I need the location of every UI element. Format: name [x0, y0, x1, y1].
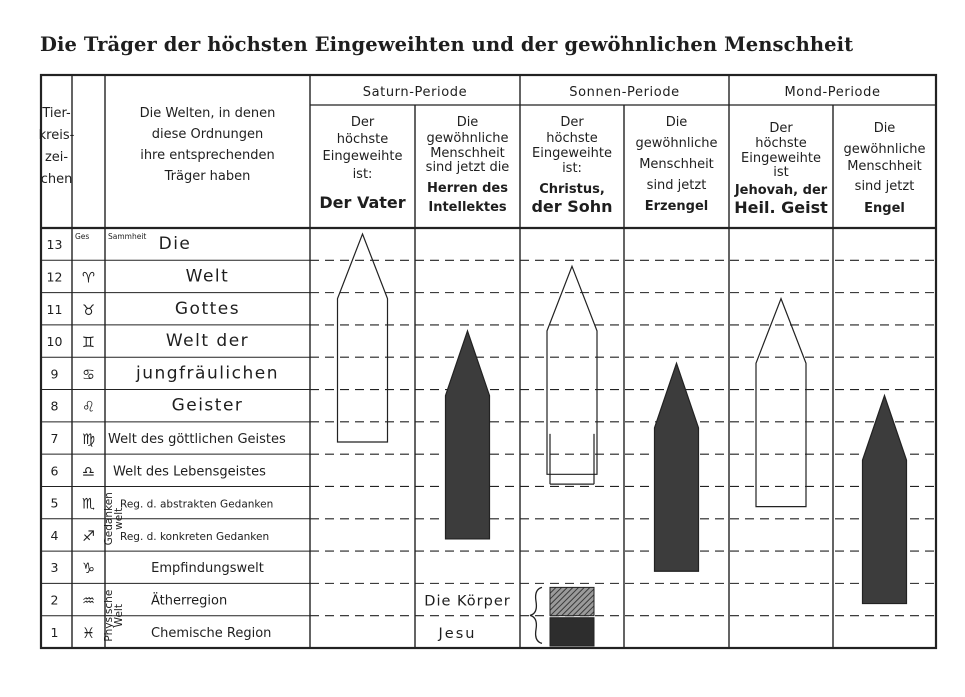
etheric-body-hatched — [550, 587, 594, 615]
header-cell-text: Eingeweihte — [322, 149, 403, 164]
row-number: 3 — [50, 560, 59, 576]
zodiac-sign-icon: ♍ — [82, 432, 95, 448]
header-cell-text: Menschheit — [430, 146, 505, 161]
row-number: 9 — [50, 366, 59, 382]
world-label: Empfindungswelt — [151, 561, 264, 577]
header-cell-text: gewöhnliche — [426, 131, 509, 146]
zodiac-sign-icon: ♋ — [82, 367, 95, 384]
header-cell-text: sind jetzt — [854, 179, 915, 194]
zodiac-sign-icon: ♐ — [82, 528, 95, 545]
world-label: Geister — [171, 395, 244, 416]
header-cell-text: Menschheit — [639, 157, 714, 172]
header-cell-text: Jehovah, der — [734, 183, 828, 198]
header-cell-text: Der — [560, 115, 584, 130]
row13-small-left: Ges — [75, 232, 90, 241]
row-number: 7 — [50, 431, 59, 446]
initiate-arrow-outline — [547, 266, 597, 474]
world-label: Reg. d. abstrakten Gedanken — [120, 498, 274, 511]
row-number: 12 — [46, 269, 63, 285]
group-label: Gedanken — [103, 492, 115, 546]
koerper-label: Jesu — [438, 625, 477, 642]
world-label: Welt der — [165, 331, 250, 352]
header-cell-text: Eingeweihte — [532, 146, 612, 161]
header-cell-text: Die — [873, 121, 896, 136]
header-cell-text: höchste — [546, 131, 598, 146]
header-cell-text: gewöhnliche — [843, 142, 926, 157]
header-cell-text: Christus, — [539, 182, 605, 197]
world-label: Chemische Region — [151, 625, 272, 641]
header-cell-text: höchste — [755, 136, 807, 151]
zodiac-sign-icon: ♎ — [82, 464, 95, 481]
header-cell-text: Die — [456, 115, 479, 130]
initiate-arrow-outline — [756, 299, 806, 507]
world-label: jungfräulichen — [135, 363, 280, 384]
group-label: Physische — [103, 589, 115, 642]
world-label: Reg. d. konkreten Gedanken — [120, 530, 270, 543]
world-label: Welt des göttlichen Geistes — [108, 432, 286, 447]
period-title: Mond-Periode — [784, 85, 881, 100]
header-cell-text: sind jetzt — [646, 178, 707, 193]
header-cell-text: ist: — [352, 167, 373, 182]
row-number: 1 — [50, 624, 59, 640]
world-label: Ätherregion — [151, 593, 228, 609]
period-title: Saturn-Periode — [362, 85, 468, 100]
header-cell-text: gewöhnliche — [635, 136, 718, 151]
humanity-arrow-filled — [655, 363, 699, 571]
zodiac-sign-icon: ♑ — [82, 561, 95, 578]
world-label: Die — [158, 234, 192, 255]
row-number: 6 — [50, 463, 59, 479]
row-number: 4 — [50, 527, 59, 543]
world-label: Welt des Lebensgeistes — [113, 464, 266, 480]
group-label: welt — [113, 507, 125, 530]
header-worlds-label: diese Ordnungen — [151, 127, 264, 142]
diagram-title: Die Träger der höchsten Eingeweihten und der gewöhnlichen Menschheit — [40, 33, 854, 56]
header-cell-text: Erzengel — [644, 199, 709, 214]
header-worlds-label: Träger haben — [164, 169, 251, 184]
header-cell-text: der Sohn — [531, 197, 613, 216]
header-cell-text: Intellektes — [428, 200, 507, 215]
zodiac-sign-icon: ♈ — [82, 270, 95, 287]
header-zodiac-label: Tier- — [42, 106, 71, 121]
header-cell-text: ist: — [562, 161, 582, 176]
row-number: 11 — [46, 301, 63, 317]
header-cell-text: Der — [769, 121, 793, 136]
row-number: 8 — [50, 398, 59, 414]
header-cell-text: Eingeweihte — [741, 151, 821, 166]
header-cell-text: Die — [665, 115, 688, 130]
zodiac-sign-icon: ♒ — [82, 593, 95, 610]
zodiac-sign-icon: ♌ — [82, 399, 95, 416]
header-cell-text: Herren des — [427, 181, 508, 196]
zodiac-sign-icon: ♏ — [82, 496, 95, 513]
row-number: 13 — [46, 237, 63, 253]
group-label: Welt — [113, 604, 125, 628]
world-label: Welt — [185, 266, 230, 287]
row-number: 2 — [50, 592, 59, 608]
header-cell-text: Der Vater — [319, 193, 406, 212]
row-number: 5 — [50, 495, 59, 511]
header-cell-text: Engel — [864, 201, 905, 216]
humanity-arrow-filled — [863, 396, 907, 604]
koerper-label: Die Körper — [424, 593, 511, 610]
header-cell-text: Menschheit — [847, 159, 922, 174]
header-cell-text: Der — [350, 115, 375, 130]
header-zodiac-label: zei- — [44, 150, 69, 165]
zodiac-sign-icon: ♉ — [82, 302, 95, 319]
row-number: 10 — [46, 334, 63, 350]
period-title: Sonnen-Periode — [569, 85, 680, 100]
humanity-arrow-filled — [446, 331, 490, 539]
header-cell-text: ist — [773, 165, 789, 180]
initiate-arrow-outline — [338, 234, 388, 442]
header-worlds-label: ihre entsprechenden — [140, 148, 275, 163]
header-zodiac-label: kreis- — [38, 128, 75, 143]
header-cell-text: Heil. Geist — [734, 198, 828, 217]
header-zodiac-label: chen — [40, 172, 73, 187]
physical-body-filled — [550, 618, 594, 646]
world-label: Gottes — [174, 298, 241, 319]
zodiac-sign-icon: ♓ — [82, 625, 95, 642]
row13-small-right: Sammheit — [108, 232, 147, 241]
header-worlds-label: Die Welten, in denen — [139, 106, 276, 121]
zodiac-sign-icon: ♊ — [82, 335, 95, 352]
header-cell-text: höchste — [336, 132, 389, 147]
header-cell-text: sind jetzt die — [425, 160, 510, 175]
